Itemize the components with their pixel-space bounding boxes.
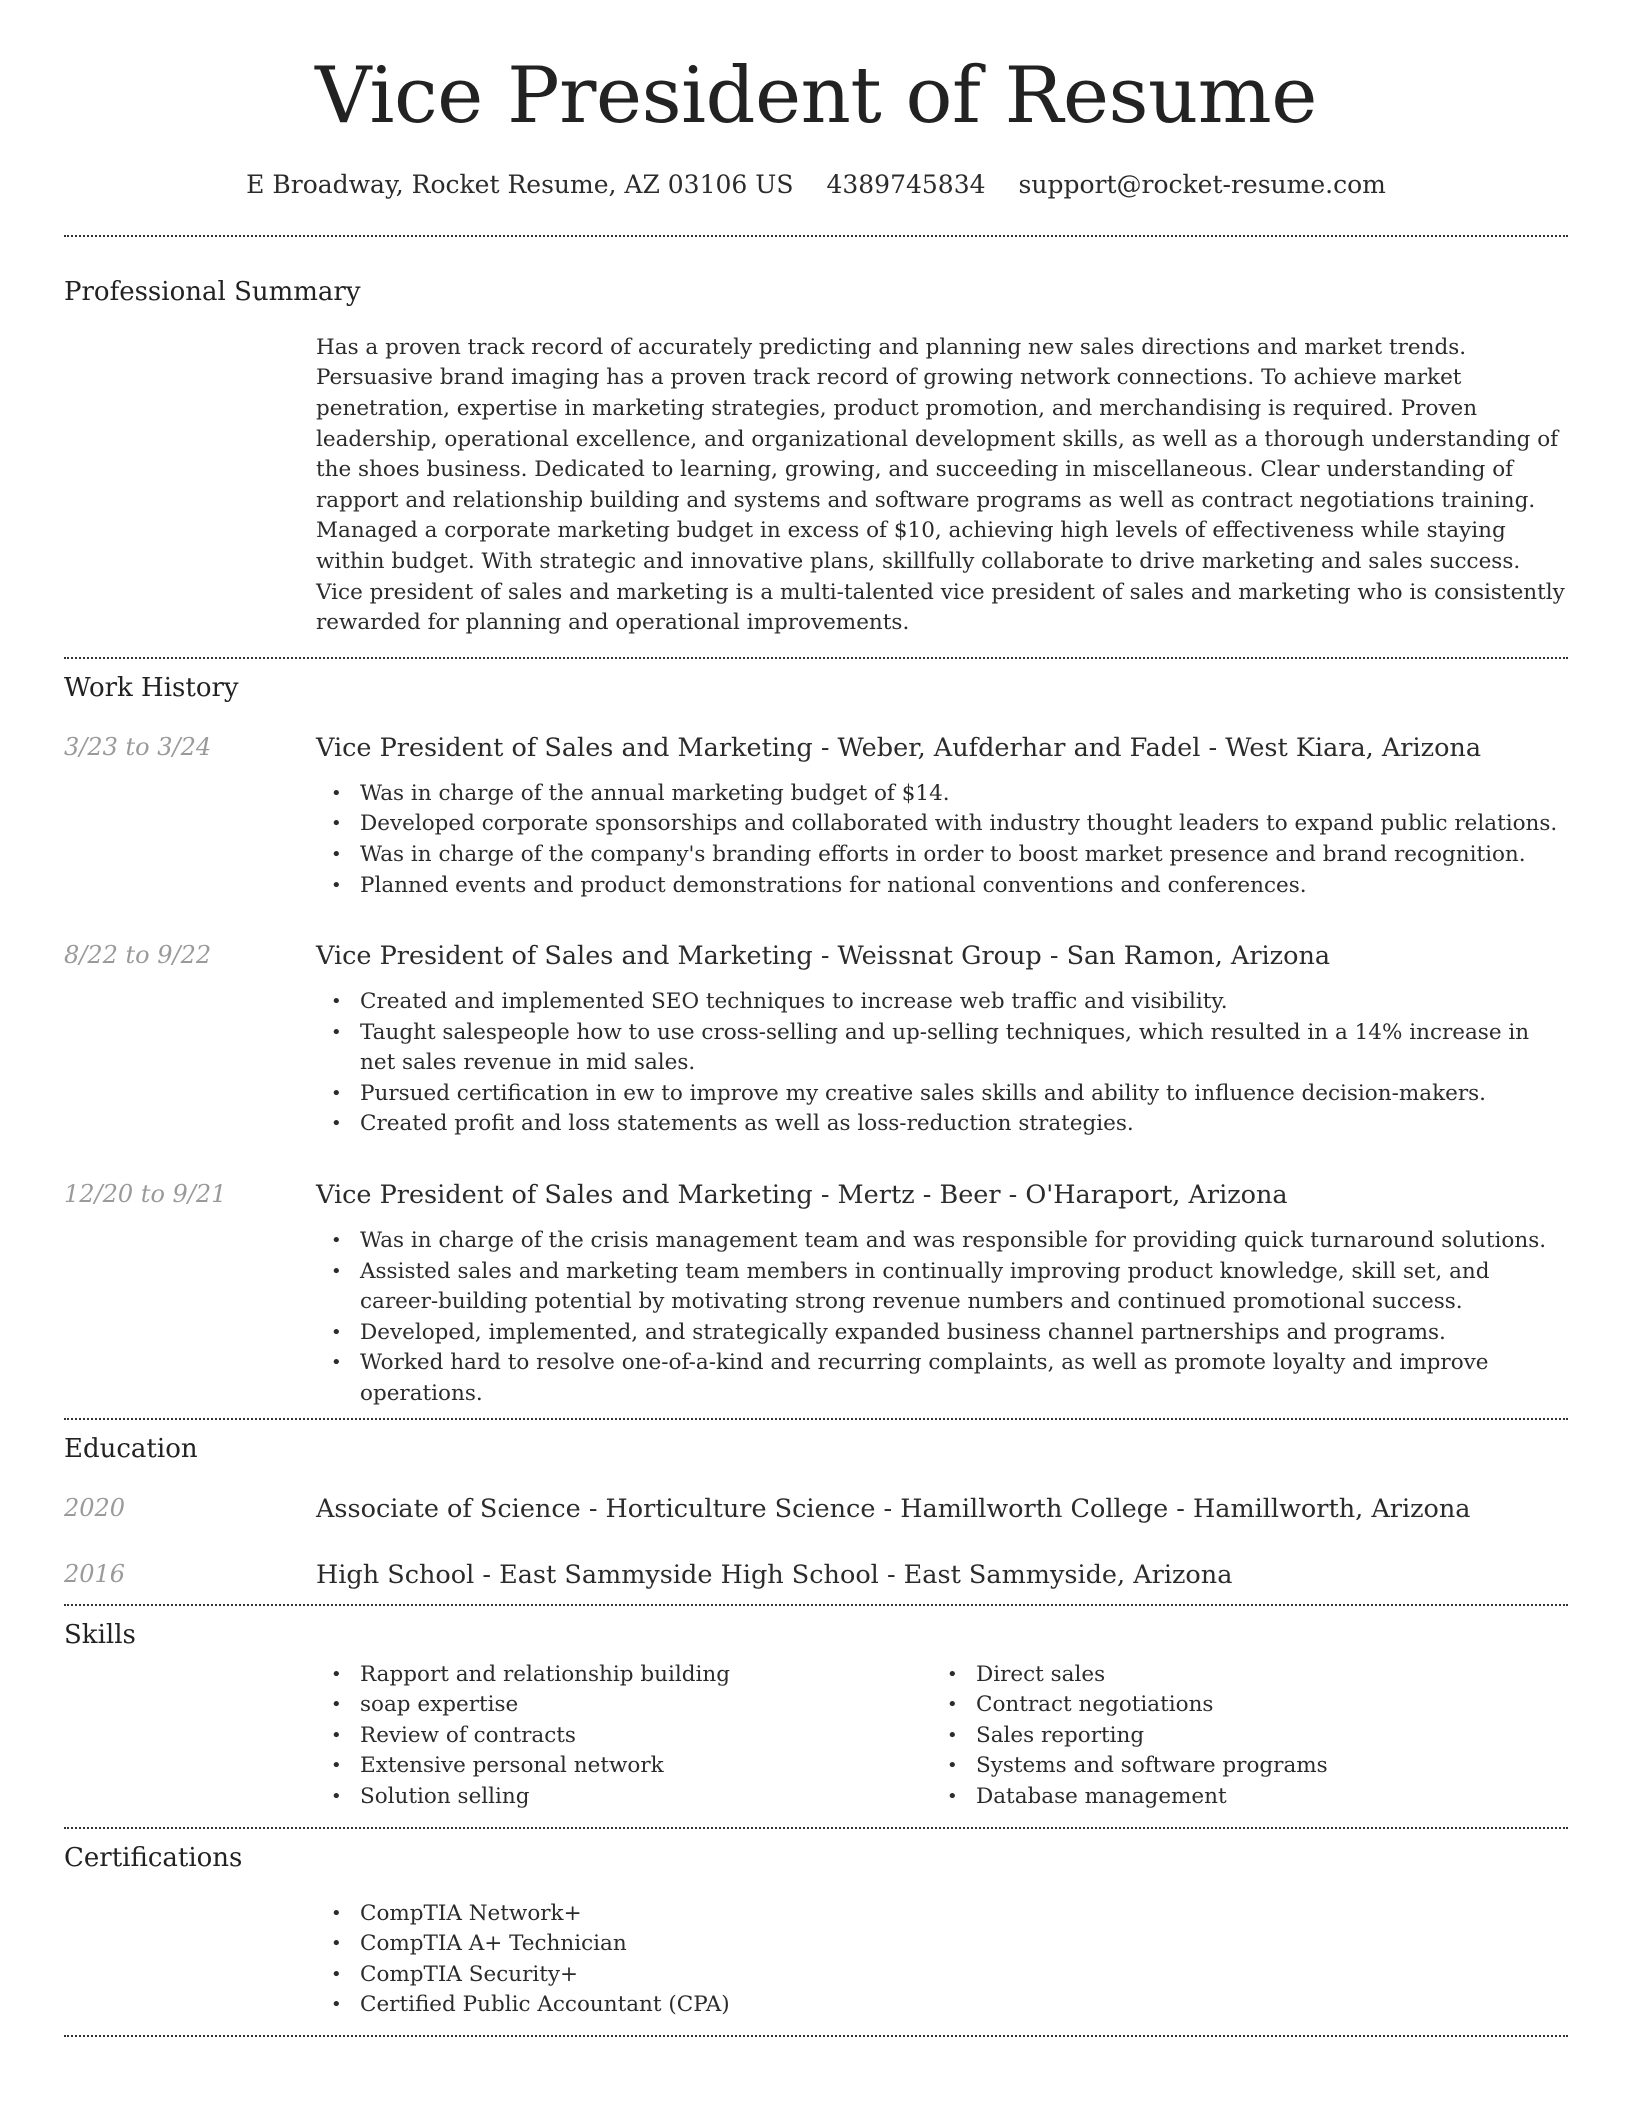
list-item: • CompTIA Security+ <box>316 1960 1568 1991</box>
list-item: • Developed corporate sponsorships and collaborated with industry thought leaders to expand public relations. <box>316 809 1568 840</box>
job-title: Vice President of Sales and Marketing - Mertz - Beer - O'Haraport, Arizona <box>316 1180 1288 1211</box>
contact-address: E Broadway, Rocket Resume, AZ 03106 US <box>246 169 794 199</box>
list-item: • Pursued certification in ew to improve my creative sales skills and ability to influence decision-makers. <box>316 1079 1568 1110</box>
section-summary <box>64 237 1568 657</box>
list-item: • Planned events and product demonstrations for national conventions and conferences. <box>316 871 1568 902</box>
divider <box>64 2035 1568 2037</box>
skills-list-left <box>316 1660 932 1813</box>
job-bullets <box>316 1226 1568 1410</box>
contact-phone: 4389745834 <box>826 169 986 199</box>
list-item: • Database management <box>932 1782 1548 1813</box>
contact-line <box>64 170 1568 199</box>
list-item: • Was in charge of the company's branding efforts in order to boost market presence and brand recognition. <box>316 840 1568 871</box>
list-item: • Rapport and relationship building <box>316 1660 932 1691</box>
education-text: High School - East Sammyside High School - East Sammyside, Arizona <box>316 1559 1233 1590</box>
education-entry <box>64 1494 1568 1524</box>
job-dates: 3/23 to 3/24 <box>64 732 212 761</box>
list-item: • Worked hard to resolve one-of-a-kind and recurring complaints, as well as promote loyalty and improve operations. <box>316 1348 1568 1409</box>
list-item: • Developed, implemented, and strategically expanded business channel partnerships and programs. <box>316 1318 1568 1349</box>
list-item: • Created and implemented SEO techniques to increase web traffic and visibility. <box>316 987 1568 1018</box>
skills-list-right <box>932 1660 1548 1813</box>
job-title: Vice President of Sales and Marketing - Weber, Aufderhar and Fadel - West Kiara, Arizona <box>316 732 1482 763</box>
section-title-skills: Skills <box>64 1619 136 1650</box>
job-title: Vice President of Sales and Marketing - Weissnat Group - San Ramon, Arizona <box>316 941 1331 972</box>
list-item: • Review of contracts <box>316 1721 932 1752</box>
list-item: • Direct sales <box>932 1660 1548 1691</box>
list-item: • Sales reporting <box>932 1721 1548 1752</box>
section-certifications <box>64 1829 1568 2035</box>
list-item: • Taught salespeople how to use cross-selling and up-selling techniques, which resulted in a 14% increase in net sales revenue in mid sales. <box>316 1018 1568 1079</box>
list-item: • soap expertise <box>316 1690 932 1721</box>
resume-name: Vice President of Resume <box>315 51 1317 141</box>
certifications-list <box>316 1899 1568 2021</box>
section-skills <box>64 1606 1568 1827</box>
section-title-education: Education <box>64 1433 198 1464</box>
job-bullets <box>316 779 1568 901</box>
education-text: Associate of Science - Horticulture Science - Hamillworth College - Hamillworth, Arizona <box>316 1493 1471 1524</box>
list-item: • Was in charge of the crisis management team and was responsible for providing quick turnaround solutions. <box>316 1226 1568 1257</box>
resume-header <box>64 0 1568 199</box>
job-entry <box>64 733 1568 901</box>
list-item: • Contract negotiations <box>932 1690 1548 1721</box>
job-bullets <box>316 987 1568 1140</box>
education-year: 2016 <box>64 1559 126 1588</box>
list-item: • Certified Public Accountant (CPA) <box>316 1990 1568 2021</box>
summary-text: Has a proven track record of accurately predicting and planning new sales directions and market trends. Persuasive brand imaging has a proven track record of growing network connections. To achieve market penetration, expertise in marketing strategies, product promotion, and merchandising is required. Proven leadership, operational excellence, and organizational development skills, as well as a thorough understanding of the shoes business. Dedicated to learning, growing, and succeeding in miscellaneous. Clear understanding of rapport and relationship building and systems and software programs as well as contract negotiations training. Managed a corporate marketing budget in excess of $10, achieving high levels of effectiveness while staying within budget. With strategic and innovative plans, skillfully collaborate to drive marketing and sales success. Vice president of sales and marketing is a multi-talented vice president of sales and marketing who is consistently rewarded for planning and operational improvements. <box>316 334 1565 636</box>
list-item: • Systems and software programs <box>932 1751 1548 1782</box>
list-item: • Was in charge of the annual marketing budget of $14. <box>316 779 1568 810</box>
section-education <box>64 1420 1568 1604</box>
job-dates: 12/20 to 9/21 <box>64 1180 227 1209</box>
list-item: • Created profit and loss statements as well as loss-reduction strategies. <box>316 1109 1568 1140</box>
section-title-certifications: Certifications <box>64 1842 243 1873</box>
section-title-work: Work History <box>64 672 239 703</box>
job-entry <box>64 941 1568 1140</box>
list-item: • CompTIA A+ Technician <box>316 1929 1568 1960</box>
list-item: • Solution selling <box>316 1782 932 1813</box>
list-item: • Assisted sales and marketing team members in continually improving product knowledge, skill set, and career-building potential by motivating strong revenue numbers and continued promotional success. <box>316 1257 1568 1318</box>
education-year: 2020 <box>64 1493 126 1522</box>
list-item: • Extensive personal network <box>316 1751 932 1782</box>
education-entry <box>64 1560 1568 1590</box>
job-entry <box>64 1180 1568 1410</box>
job-dates: 8/22 to 9/22 <box>64 941 212 970</box>
list-item: • CompTIA Network+ <box>316 1899 1568 1930</box>
section-title-summary: Professional Summary <box>64 276 361 307</box>
contact-email: support@rocket-resume.com <box>1018 169 1386 199</box>
section-work-history <box>64 659 1568 1418</box>
